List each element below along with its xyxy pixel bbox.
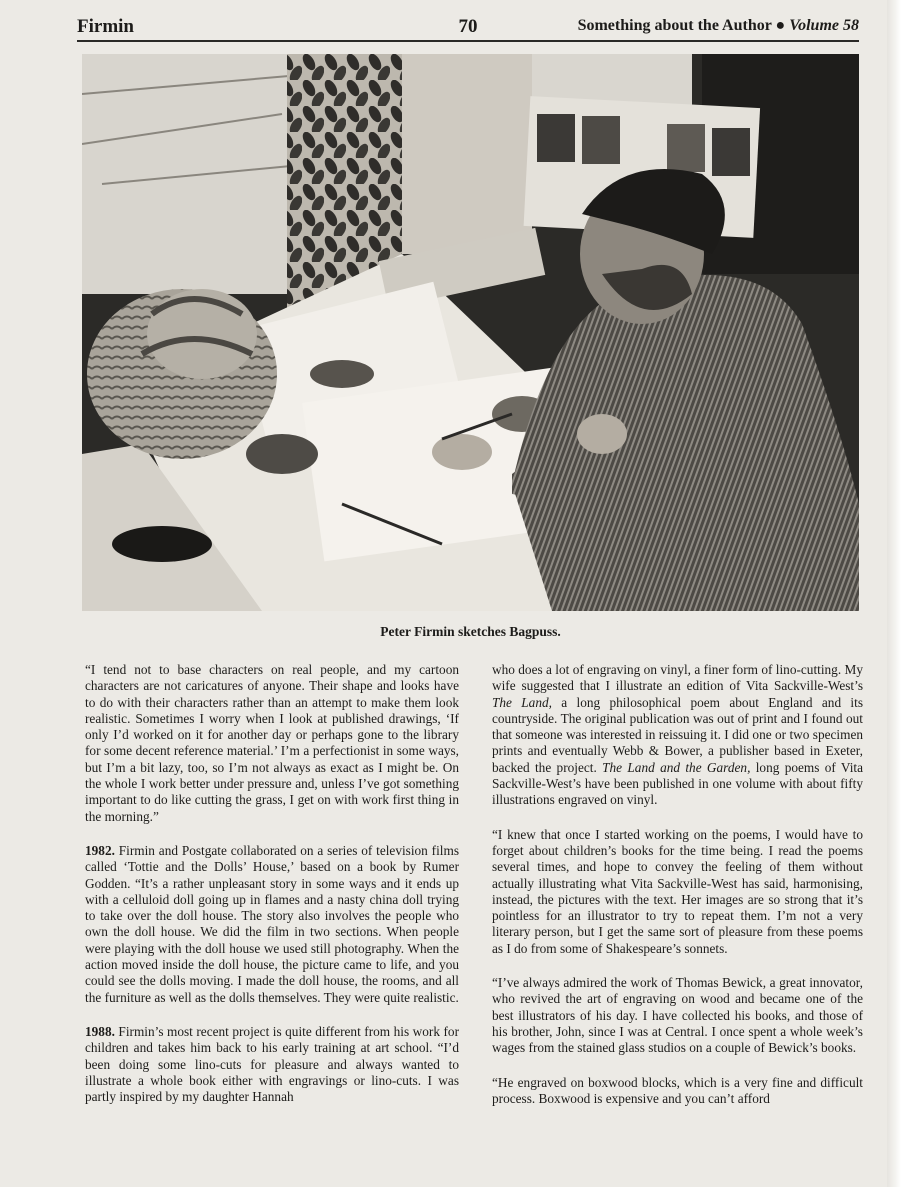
paragraph	[85, 843, 459, 1006]
bullet-icon: ●	[775, 17, 786, 34]
paragraph: “I knew that once I started working on the poems, I would have to forget about children’s books for the time being. I read the poems several times, and hope to convey the feeling of them without actually illustrating what Vita Sackville-West has said, harmonising, instead, the pictures with the text. Her images are so strong that it’s pointless for an illustrator to try to repeat them. I’m not a very literary person, but I get the same sort of pleasure from these poems as I do from some of Shakespeare’s sonnets.	[492, 826, 863, 956]
photograph	[82, 54, 859, 611]
paragraph-text: Firmin’s most recent project is quite different from his work for children and takes him back to his early training at art school. “I’d been doing some lino-cuts for pleasure and always wanted to illustrate a whole book either with engravings or lino-cuts. I was partly inspired by my daughter Hannah	[85, 1023, 459, 1105]
header-rule	[77, 40, 859, 42]
paragraph	[85, 1024, 459, 1105]
paragraph-text: long poems of Vita Sackville-West’s have been published in one volume with about fifty illustrations engraved on vinyl.	[492, 759, 864, 808]
paragraph-text: a long philosophical poem about England and its countryside. The original publication was out of print and I found out that someone was interested in reissuing it. I did one or two specimen prints and eventually Webb & Bower, a publisher based in Exeter, backed the project.	[492, 694, 863, 775]
book-title: The Land,	[492, 694, 552, 710]
photo-caption: Peter Firmin sketches Bagpuss.	[380, 624, 561, 639]
paragraph: “He engraved on boxwood blocks, which is a very fine and difficult process. Boxwood is expensive and you can’t afford	[492, 1074, 863, 1106]
header-name: Firmin	[77, 16, 134, 37]
paragraph	[492, 662, 863, 809]
running-header	[77, 14, 859, 42]
paragraph-text: Firmin and Postgate collaborated on a series of television films called ‘Tottie and the Dolls’ House,’ based on a book by Rumer Godden. “It’s a rather unpleasant story in some ways and it ends up with a celluloid doll going up in flames and a nasty china doll trying to take over the doll house. The story also involves the people who own the doll house. We did the film in two sections. When people were playing with the doll house we used still photography. When the action moved inside the doll house, the picture came to life, and you could see the dolls moving. I made the doll house, the rooms, and all the furniture as well as the dolls themselves. They were quite realistic.	[85, 842, 459, 1005]
year-label: 1982.	[85, 842, 115, 858]
year-label: 1988.	[85, 1023, 115, 1039]
paragraph-text: who does a lot of engraving on vinyl, a finer form of lino-cutting. My wife suggested that I illustrate an edition of Vita Sackville-West’s	[492, 662, 863, 694]
text-column-right	[492, 662, 863, 1125]
photo-illustration	[82, 54, 859, 611]
series-name: Something about the Author	[577, 17, 772, 34]
book-title: The Land and the Garden,	[602, 759, 751, 775]
paragraph: “I’ve always admired the work of Thomas Bewick, a great innovator, who revived the art of engraving on wood and became one of the best illustrators of his day. I have collected his books, and those of his brother, John, since I was at Central. I once spent a whole week’s wages from the stained glass studios on a couple of Bewick’s books.	[492, 975, 863, 1056]
page-number: 70	[458, 16, 478, 37]
text-column-left	[85, 662, 459, 1123]
volume-label: Volume 58	[789, 17, 859, 34]
series-title	[578, 17, 859, 35]
paragraph: “I tend not to base characters on real people, and my cartoon characters are not caricatures of anyone. Their shape and looks have to do with their characters rather than an attempt to make them look realistic. Sometimes I worry when I look at published drawings, ‘If only I’d worked on it for another day or perhaps gone to the library for some decent reference material.’ I’m a perfectionist in some ways, but I’m a bit lazy, too, so I’m not always as exact as I might be. On the whole I work better under pressure and, unless I’ve got something important to do like cutting the grass, I get on with work first thing in the morning.”	[85, 662, 459, 824]
page-edge	[887, 0, 901, 1187]
